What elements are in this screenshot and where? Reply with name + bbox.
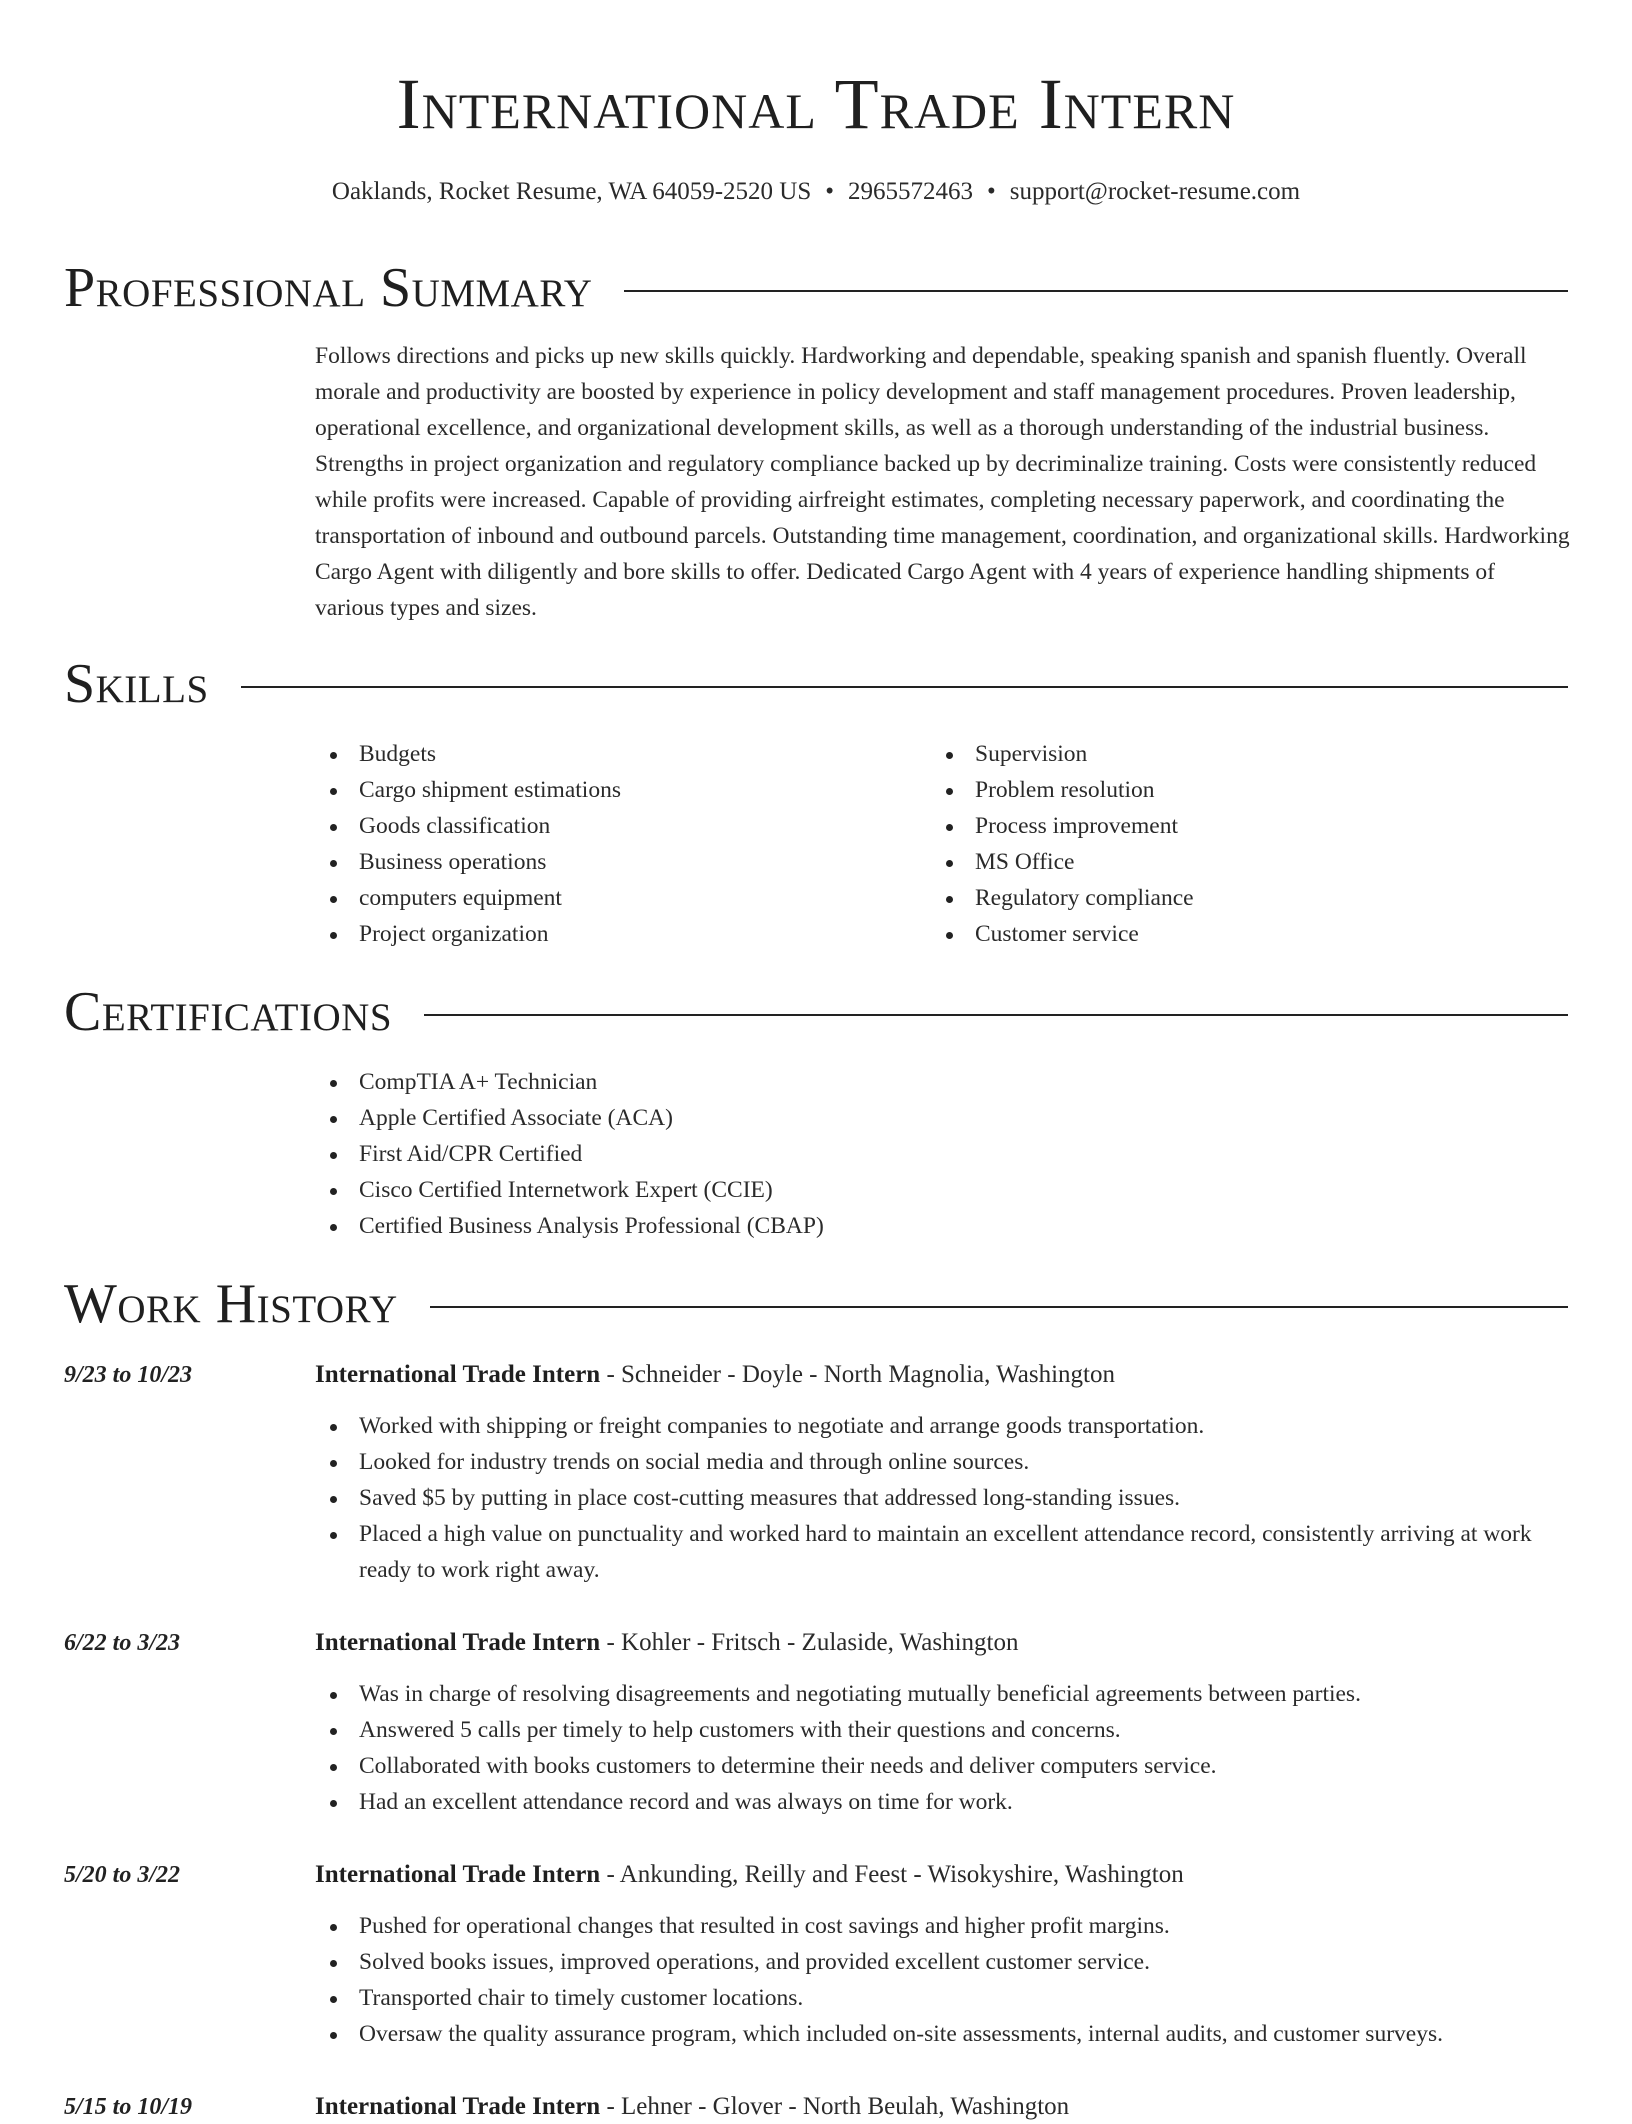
work-title: International Trade Intern: [315, 1361, 601, 1388]
work-bullet: Transported chair to timely customer locations.: [315, 1980, 1570, 2016]
work-employer: - Kohler - Fritsch - Zulaside, Washington: [600, 1629, 1019, 1656]
work-employer: - Schneider - Doyle - North Magnolia, Washington: [600, 1361, 1115, 1388]
section-divider: [241, 686, 1568, 688]
work-bullet: Saved $5 by putting in place cost-cutting measures that addressed long-standing issues.: [315, 1480, 1570, 1516]
skill-item: Process improvement: [931, 808, 1194, 844]
certification-item: First Aid/CPR Certified: [315, 1136, 824, 1172]
certification-item: Certified Business Analysis Professional (CBAP): [315, 1208, 824, 1244]
work-employer: - Lehner - Glover - North Beulah, Washington: [600, 2093, 1070, 2120]
skill-item: Project organization: [315, 916, 621, 952]
work-employer: - Ankunding, Reilly and Feest - Wisokyshire, Washington: [600, 1861, 1184, 1888]
certification-item: Apple Certified Associate (ACA): [315, 1100, 824, 1136]
work-dates: 6/22 to 3/23: [64, 1630, 181, 1656]
work-bullet: Placed a high value on punctuality and worked hard to maintain an excellent attendance record, consistently arriving at work ready to work right away.: [315, 1516, 1570, 1588]
contact-email[interactable]: support@rocket-resume.com: [1009, 178, 1301, 205]
work-dates: 9/23 to 10/23: [64, 1362, 193, 1388]
section-divider: [430, 1306, 1568, 1308]
skills-section-title: Skills: [64, 653, 209, 715]
resume-name: International Trade Intern: [396, 64, 1236, 144]
summary-section-header: [64, 256, 1568, 320]
summary-section-title: Professional Summary: [64, 257, 593, 319]
work-bullet: Had an excellent attendance record and was always on time for work.: [315, 1784, 1570, 1820]
work-dates: 5/20 to 3/22: [64, 1862, 181, 1888]
skill-item: Business operations: [315, 844, 621, 880]
work-title: International Trade Intern: [315, 2093, 601, 2120]
work-bullets: [315, 1908, 1570, 2052]
contact-address: Oaklands, Rocket Resume, WA 64059-2520 US: [331, 178, 812, 205]
skills-list-left: [315, 736, 621, 952]
work-bullet: Looked for industry trends on social media and through online sources.: [315, 1444, 1570, 1480]
contact-phone: 2965572463: [848, 178, 974, 205]
skills-section-header: [64, 652, 1568, 716]
skill-item: Regulatory compliance: [931, 880, 1194, 916]
work-title: International Trade Intern: [315, 1629, 601, 1656]
work-heading: [315, 1858, 1570, 1892]
skill-item: Cargo shipment estimations: [315, 772, 621, 808]
section-divider: [624, 290, 1568, 292]
skill-item: Supervision: [931, 736, 1194, 772]
work-bullet: Solved books issues, improved operations, and provided excellent customer service.: [315, 1944, 1570, 1980]
work-bullets: [315, 1408, 1570, 1588]
work-bullet: Pushed for operational changes that resulted in cost savings and higher profit margins.: [315, 1908, 1570, 1944]
skill-item: Customer service: [931, 916, 1194, 952]
work-bullet: Oversaw the quality assurance program, which included on-site assessments, internal audits, and customer surveys.: [315, 2016, 1570, 2052]
certification-item: Cisco Certified Internetwork Expert (CCIE): [315, 1172, 824, 1208]
work-title: International Trade Intern: [315, 1861, 601, 1888]
skills-list-right: [931, 736, 1194, 952]
work-bullets: [315, 1676, 1570, 1820]
certifications-section-title: Certifications: [64, 981, 393, 1043]
skill-item: MS Office: [931, 844, 1194, 880]
contact-line: [0, 175, 1632, 209]
contact-separator: •: [825, 178, 835, 205]
section-divider: [424, 1014, 1568, 1016]
skill-item: Budgets: [315, 736, 621, 772]
work-bullet: Answered 5 calls per timely to help customers with their questions and concerns.: [315, 1712, 1570, 1748]
work-section-header: [64, 1272, 1568, 1336]
work-section-title: Work History: [64, 1273, 398, 1335]
work-bullet: Worked with shipping or freight companies to negotiate and arrange goods transportation.: [315, 1408, 1570, 1444]
certifications-list: [315, 1064, 824, 1244]
certification-item: CompTIA A+ Technician: [315, 1064, 824, 1100]
summary-text: Follows directions and picks up new skills quickly. Hardworking and dependable, speaking spanish and spanish fluently. Overall morale and productivity are boosted by experience in policy development and staff management procedures. Proven leadership, operational excellence, and organizational development skills, as well as a thorough understanding of the industrial business. Strengths in project organization and regulatory compliance backed up by decriminalize training. Costs were consistently reduced while profits were increased. Capable of providing airfreight estimates, completing necessary paperwork, and coordinating the transportation of inbound and outbound parcels. Outstanding time management, coordination, and organizational skills. Hardworking Cargo Agent with diligently and bore skills to offer. Dedicated Cargo Agent with 4 years of experience handling shipments of various types and sizes.: [315, 343, 1570, 621]
work-heading: [315, 1626, 1570, 1660]
work-heading: [315, 2090, 1570, 2124]
work-heading: [315, 1358, 1570, 1392]
skill-item: computers equipment: [315, 880, 621, 916]
skill-item: Goods classification: [315, 808, 621, 844]
contact-separator: •: [987, 178, 996, 205]
work-dates: 5/15 to 10/19: [64, 2094, 193, 2120]
skill-item: Problem resolution: [931, 772, 1194, 808]
work-bullet: Collaborated with books customers to determine their needs and deliver computers service.: [315, 1748, 1570, 1784]
certifications-section-header: [64, 980, 1568, 1044]
work-bullet: Was in charge of resolving disagreements and negotiating mutually beneficial agreements between parties.: [315, 1676, 1570, 1712]
